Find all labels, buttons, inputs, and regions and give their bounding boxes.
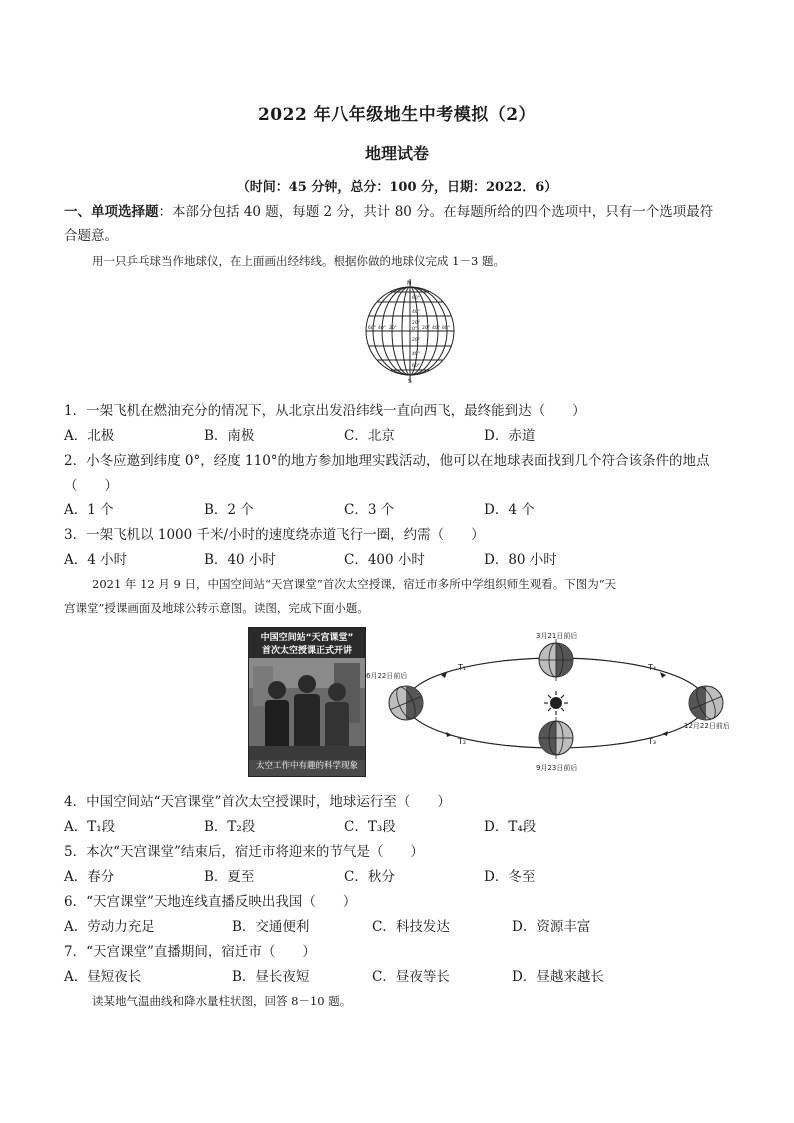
q3-option-a[interactable]: A．4 小时	[64, 552, 128, 568]
q7-option-b[interactable]: B．昼长夜短	[232, 969, 310, 985]
earth-orbit-diagram	[366, 628, 746, 776]
photo-header	[249, 628, 365, 658]
orbit-label-sep: 9月23日前后	[536, 764, 578, 772]
globe-lat-label: 40°	[412, 352, 420, 357]
section-instruction-line2: 合题意。	[64, 228, 118, 244]
exam-meta: （时间：45 分钟，总分：100 分，日期：2022．6）	[236, 180, 558, 195]
earth-sep	[539, 717, 573, 759]
question-6-stem: 6．“天宫课堂”天地连线直播反映出我国（ ）	[64, 894, 357, 910]
question-2-stem: 2．小冬应邀到纬度 0°，经度 110°的地方参加地理实践活动，他可以在地球表面找到几个符合该条件的地点	[64, 453, 710, 469]
q5-option-c[interactable]: C．秋分	[344, 869, 395, 885]
question-5-stem: 5．本次“天宫课堂”结束后，宿迁市将迎来的节气是（ ）	[64, 844, 424, 860]
q7-option-d[interactable]: D．昼越来越长	[512, 969, 604, 985]
globe-lon-label: 20°	[389, 326, 397, 331]
q7-option-c[interactable]: C．昼夜等长	[372, 969, 450, 985]
orbit-label-t4: T₄	[648, 663, 657, 672]
globe-lat-label: 20°	[412, 338, 420, 343]
globe-lon-label: 40°	[378, 326, 386, 331]
globe-lat-label: 60°	[412, 296, 420, 301]
q7-option-a[interactable]: A．昼短夜长	[64, 969, 142, 985]
q2-option-d[interactable]: D．4 个	[484, 502, 535, 518]
subject-title: 地理试卷	[364, 144, 429, 163]
globe-lon-label: 40°	[432, 326, 440, 331]
exam-title: 2022 年八年级地生中考模拟（2）	[257, 105, 537, 125]
q4-option-d[interactable]: D．T₄段	[484, 819, 537, 835]
photo-scene	[249, 658, 365, 760]
section-instructions	[64, 200, 713, 220]
globe-lat-label: 0°	[412, 327, 418, 332]
question-7-stem: 7．“天宫课堂”直播期间，宿迁市（ ）	[64, 944, 316, 960]
globe-lat-label: 60°	[412, 364, 420, 369]
q6-option-d[interactable]: D．资源丰富	[512, 919, 591, 935]
section-heading: 一、单项选择题	[64, 204, 159, 220]
q3-option-c[interactable]: C．400 小时	[344, 552, 425, 568]
q1-option-c[interactable]: C．北京	[344, 428, 395, 444]
orbit-label-mar: 3月21日前后	[536, 632, 578, 640]
tiangong-photo	[248, 627, 366, 777]
globe-south-label: S	[408, 378, 412, 384]
orbit-label-t1: T₁	[458, 663, 467, 672]
q3-option-b[interactable]: B．40 小时	[204, 552, 276, 568]
q6-option-b[interactable]: B．交通便利	[232, 919, 310, 935]
q6-option-c[interactable]: C．科技发达	[372, 919, 450, 935]
intro-climate-chart: 读某地气温曲线和降水量柱状图，回答 8－10 题。	[92, 994, 352, 1008]
q5-option-a[interactable]: A．春分	[64, 869, 115, 885]
earth-dec	[689, 685, 723, 722]
earth-jun	[389, 685, 423, 722]
q3-option-d[interactable]: D．80 小时	[484, 552, 557, 568]
globe-lat-label: 40°	[412, 310, 420, 315]
photo-caption: 太空工作中有趣的科学现象	[255, 761, 358, 771]
globe-figure	[355, 278, 465, 384]
globe-lat-label: 20°	[412, 321, 420, 326]
intro-globe: 用一只乒乓球当作地球仪，在上面画出经纬线。根据你做的地球仪完成 1－3 题。	[92, 254, 505, 268]
q4-option-c[interactable]: C．T₃段	[344, 819, 396, 835]
q1-option-b[interactable]: B．南极	[204, 428, 255, 444]
q5-option-b[interactable]: B．夏至	[204, 869, 255, 885]
question-4-stem: 4．中国空间站“天宫课堂”首次太空授课时，地球运行至（ ）	[64, 794, 451, 810]
globe-lon-label: 20°	[422, 326, 430, 331]
q1-option-d[interactable]: D．赤道	[484, 428, 536, 444]
q2-option-a[interactable]: A．1 个	[64, 502, 114, 518]
q2-option-c[interactable]: C．3 个	[344, 502, 395, 518]
question-3-stem: 3．一架飞机以 1000 千米/小时的速度绕赤道飞行一圈，约需（ ）	[64, 527, 485, 543]
question-2-stem-cont: （ ）	[64, 478, 118, 494]
orbit-label-dec: 12月22日前后	[684, 722, 730, 730]
q2-option-b[interactable]: B．2 个	[204, 502, 254, 518]
orbit-label-jun: 6月22日前后	[366, 672, 408, 680]
q6-option-a[interactable]: A．劳动力充足	[64, 919, 155, 935]
q4-option-b[interactable]: B．T₂段	[204, 819, 256, 835]
intro-tiangong-line1: 2021 年 12 月 9 日，中国空间站“天宫课堂”首次太空授课，宿迁市多所中学组织师生观看。下图为“天	[92, 577, 617, 591]
photo-title-line1: 中国空间站“天宫课堂”	[260, 633, 354, 643]
q1-option-a[interactable]: A．北极	[64, 428, 115, 444]
q5-option-d[interactable]: D．冬至	[484, 869, 536, 885]
section-instruction-line1: ：本部分包括 40 题，每题 2 分，共计 80 分。在每题所给的四个选项中，只有一个选项最符	[158, 204, 714, 220]
orbit-label-t3: T₃	[648, 737, 657, 746]
photo-title-line2: 首次太空授课正式开讲	[261, 646, 352, 656]
globe-lon-label: 60°	[442, 326, 450, 331]
intro-tiangong-line2: 宫课堂”授课画面及地球公转示意图。读图，完成下面小题。	[64, 601, 369, 615]
globe-north-label: N	[407, 280, 412, 287]
earth-mar	[539, 639, 573, 681]
q4-option-a[interactable]: A．T₁段	[64, 819, 116, 835]
question-1-stem: 1．一架飞机在燃油充分的情况下，从北京出发沿纬线一直向西飞，最终能到达（ ）	[64, 403, 586, 419]
globe-lon-label: 60°	[368, 326, 376, 331]
orbit-label-t2: T₂	[458, 737, 467, 746]
